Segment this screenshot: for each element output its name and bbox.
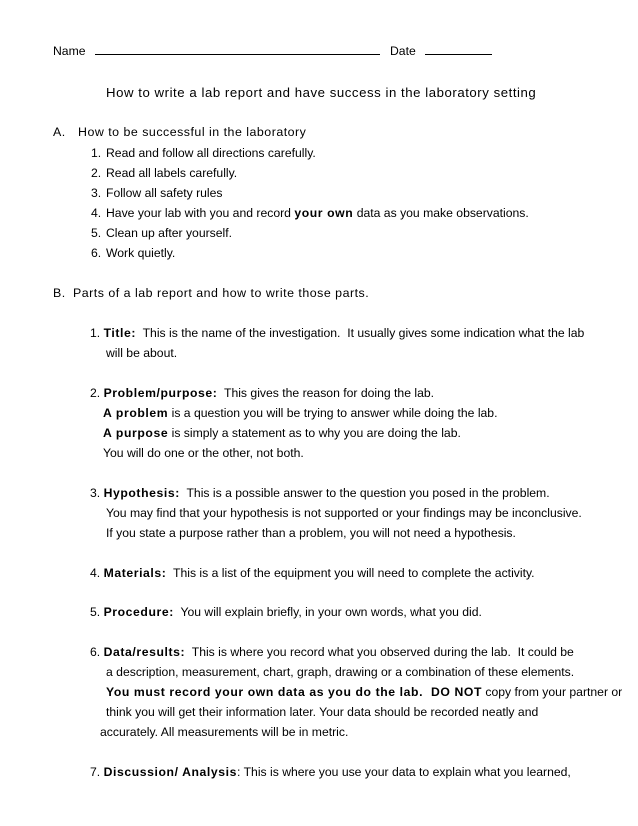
part-text: This is a list of the equipment you will need to complete the activity. <box>166 566 535 580</box>
part-text: You may find that your hypothesis is not supported or your findings may be inconclusive. <box>106 506 582 520</box>
item-text: data as you make observations. <box>353 206 529 220</box>
problem-definition <box>103 406 497 421</box>
name-field-row <box>53 43 380 59</box>
term-title: Title: <box>103 326 137 340</box>
list-item: Clean up after yourself. <box>106 226 233 240</box>
part-text: will be about. <box>106 346 178 360</box>
part-discussion <box>90 765 571 780</box>
purpose-definition <box>103 426 461 441</box>
part-text: a description, measurement, chart, graph, drawing or a combination of these elements. <box>106 665 575 679</box>
part-text: think you will get their information later. Your data should be recorded neatly and <box>106 705 539 719</box>
part-num: 1. <box>90 326 101 340</box>
part-procedure <box>90 605 482 620</box>
part-data-results <box>90 645 574 660</box>
list-item <box>106 206 529 221</box>
name-label: Name <box>53 44 86 58</box>
part-text: is simply a statement as to why you are doing the lab. <box>168 426 461 440</box>
part-text: If you state a purpose rather than a problem, you will not need a hypothesis. <box>106 526 516 540</box>
data-warning <box>106 685 622 700</box>
part-text: You will explain briefly, in your own words, what you did. <box>173 605 482 619</box>
part-num: 6. <box>90 645 101 659</box>
emphasis-record-own-data: You must record your own data as you do the lab. DO NOT <box>106 685 483 699</box>
part-num: 4. <box>90 566 101 580</box>
part-num: 3. <box>90 486 101 500</box>
part-text: accurately. All measurements will be in metric. <box>100 725 349 739</box>
part-text: You will do one or the other, not both. <box>103 446 304 460</box>
part-text: This is where you record what you observed during the lab. It could be <box>185 645 574 659</box>
part-title <box>90 326 584 341</box>
part-hypothesis <box>90 486 550 501</box>
section-b-marker: B. <box>53 286 66 300</box>
item-text: Have your lab with you and record <box>106 206 295 220</box>
date-blank[interactable] <box>425 43 492 55</box>
name-blank[interactable] <box>95 43 380 55</box>
list-item: Read and follow all directions carefully. <box>106 146 316 160</box>
list-item-num: 5. <box>91 226 102 240</box>
part-text: is a question you will be trying to answer while doing the lab. <box>168 406 498 420</box>
term-hypothesis: Hypothesis: <box>103 486 180 500</box>
section-a-heading: How to be successful in the laboratory <box>78 125 307 139</box>
section-b-heading: Parts of a lab report and how to write those parts. <box>73 286 370 300</box>
part-text: copy from your partner or <box>482 685 623 699</box>
list-item: Read all labels carefully. <box>106 166 238 180</box>
list-item: Follow all safety rules <box>106 186 223 200</box>
part-text: This gives the reason for doing the lab. <box>217 386 435 400</box>
list-item-num: 2. <box>91 166 102 180</box>
part-num: 5. <box>90 605 101 619</box>
part-problem-purpose <box>90 386 434 401</box>
term-discussion-analysis: Discussion/ Analysis <box>103 765 238 779</box>
date-field-row <box>390 43 492 59</box>
document-title: How to write a lab report and have success in the laboratory setting <box>106 85 537 100</box>
list-item-num: 4. <box>91 206 102 220</box>
part-num: 2. <box>90 386 101 400</box>
list-item-num: 6. <box>91 246 102 260</box>
list-item-num: 3. <box>91 186 102 200</box>
part-text: This is a possible answer to the question you posed in the problem. <box>179 486 550 500</box>
list-item: Work quietly. <box>106 246 176 260</box>
date-label: Date <box>390 44 416 58</box>
part-materials <box>90 566 535 581</box>
term-procedure: Procedure: <box>103 605 174 619</box>
part-num: 7. <box>90 765 101 779</box>
section-a-marker: A. <box>53 125 66 139</box>
list-item-num: 1. <box>91 146 102 160</box>
term-a-problem: A problem <box>103 406 169 420</box>
emphasis-your-own: your own <box>294 206 354 220</box>
term-problem-purpose: Problem/purpose: <box>103 386 218 400</box>
term-materials: Materials: <box>103 566 167 580</box>
part-text: This is the name of the investigation. It usually gives some indication what the lab <box>136 326 585 340</box>
part-text: : This is where you use your data to explain what you learned, <box>237 765 571 779</box>
term-data-results: Data/results: <box>103 645 186 659</box>
term-a-purpose: A purpose <box>103 426 169 440</box>
